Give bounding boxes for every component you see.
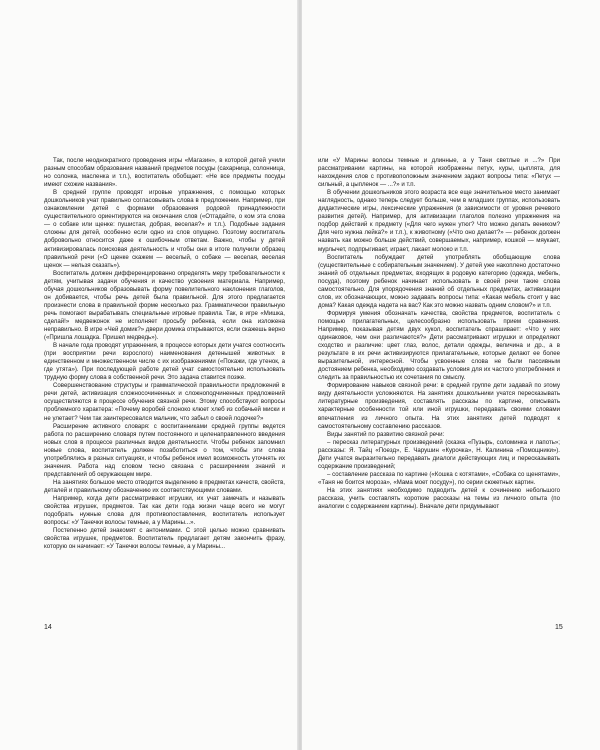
paragraph: Воспитатель должен дифференцированно определять меру требовательности к детям, учитывая задачи обучения и качество усвоения материала. Например, обучая дошкольников образовывать форму повелительного наклонения глаголов, он добивается, чтобы речь детей была правильной. Для этого предлагается произнести слова в правильной форме несколько раз. Грамматически правильную речь помогают вырабатывать специальные игровые правила. Так, в игре «Мишка, сделай!» медвежонок не исполняет просьбу ребенка, если она изложена неправильно. В игре «Чей домик?» двери домика открываются, если скажешь верно («Пришла лошадка. Пришел медведь»). (44, 269, 286, 342)
paragraph: На занятиях большое место отводится выделению в предметах качеств, свойств, деталей и правильному обозначению их соответствующими словами. (44, 478, 285, 494)
left-page (0, 0, 298, 750)
paragraph: Воспитатель побуждает детей употреблять обобщающие слова (существительные с собирательным значением). У детей уже накоплено достаточно знаний об отдельных предметах, входящих в родовую категорию (одежда, мебель, посуда), поэтому ребенок начинает использовать в своей речи такие слова самостоятельно. Для упорядочения знаний об отдельных предметах, активизации слов, их обозначающих, можно задавать вопросы типа: «Какая мебель стоит у вас дома? Какая одежда надета на вас? Как это можно назвать одним словом?» и т.п. (318, 253, 560, 309)
paragraph: – пересказ литературных произведений (сказка «Пузырь, соломинка и лапоть»; рассказы: Я. Тайц «Поезд», Е. Чарушин «Курочка», Н. Калинина «Помощники»). Дети учатся выразительно передавать диалоги действующих лиц и пересказывать содержание произведений; (318, 438, 560, 470)
paragraph: Формирование навыков связной речи: в средней группе дети задавай по этому виду деятельности усложняются. На занятиях дошкольники учатся пересказывать литературные произведения, составлять рассказы по картине, описывать характерные особенности той или иной игрушки, передавать своими словами впечатления из личного опыта. На этих занятиях детей подводят к самостоятельному составлению рассказов. (318, 382, 560, 430)
page-number: 14 (44, 624, 52, 631)
right-page (302, 0, 600, 750)
paragraph: Виды занятий по развитию связной речи: (327, 430, 445, 438)
paragraph: В обучении дошкольников этого возраста все еще значительное место занимает наглядность, однако теперь следует больше, чем в младших группах, использовать дидактические игры, лексические упражнения (в зависимости от уровня речевого развития детей). Например, для активизации глаголов полезно упражнения на подбор действий к предмету («Для чего нужен утюг? Что можно делать веником? Для чего нужна лейка?» и т.п.), к животному («Что оно делает?» — ребенок должен назвать как можно больше действий, совершаемых, например, кошкой — мяукает, мурлычет, подпрыгивает, играет, лакает молоко и т.п. (318, 189, 560, 253)
paragraph: На этих занятиях необходимо подводить детей к сочинению небольшого рассказа, учить составлять короткие рассказы на темы из личного опыта (по аналогии с содержанием картины). Вначале дети придумывают (318, 486, 560, 511)
right-text-column (318, 157, 560, 511)
paragraph: Например, когда дети рассматривают игрушки, их учат замечать и называть свойства игрушек, предметов. Так как дети года жизни чаще всего не могут подобрать нужные слова для противопоставления, воспитатель использует вопросы: «У Танечки волосы темные, а у Марины...». (44, 494, 285, 527)
left-text-column (44, 157, 285, 551)
paragraph: – составление рассказа по картине («Кошка с котятами», «Собака со щенятами», «Таня не боится мороза», «Мама моет посуду»), по серии сюжетных картин. (318, 470, 560, 486)
paragraph: Постепенно детей знакомят с антонимами. С этой целью можно сравнивать свойства игрушек, предметов. Воспитатель предлагает детям закончить фразу, которую он начинает: «У Танечки волосы темные, а у Марины... (44, 527, 285, 551)
paragraph: или «У Марины волосы темные и длинные, а у Тани светлые и ...?» При рассматривании картины, на которой изображены петух, куры, цыплята, для нахождения слов с противоположным значением задают вопросы типа: «Петух — сильный, а цыпленок — ...?» и т.п. (318, 157, 560, 189)
page-number: 15 (555, 624, 563, 631)
paragraph: Совершенствование структуры и грамматической правильности предложений в речи детей, активизация сложносочиненных и сложноподчиненных предложений осуществляются в процессе обучения связной речи. Этому способствуют вопросы проблемного характера: «Почему воробей слоноко клюет хлеб из собачьей миски и не улетает? Чем так заинтересовался мальчик, что забыл о своей лодочке?» (44, 382, 285, 422)
paragraph: В средней группе проводят игровые упражнения, с помощью которых дошкольников учат правильно согласовывать слова в предложении. Например, при ознакомлении детей с формами образования родовой принадлежности существительного ориентируются на окончания слов («Отгадайте, о ком эта слова — о собаке или щенке: пушистая, добрая, веселая?» и т.п.). Подобные задания сложны для детей, особенно если одно из слов опущено. Поэтому воспитатель добровольно относится даже к ошибочным ответам. Важно, чтобы у детей активизировалась поисковая деятельность и чтобы они в итоге получили образец правильной речи («О щенке скажем — веселый, о собаке — веселая, веселая щенок — нельзя сказать»). (44, 189, 285, 269)
paragraph: Так, после неоднократного проведения игры «Магазин», в которой детей учили разным способам образования названий предметов посуды (сахарница, солонница, но солонка, масленка и т.п.), воспитатель обобщает: «Не все предметы посуды имеют схожие названия». (44, 157, 285, 189)
paragraph: В начале года проводят упражнения, в процессе которых дети учатся соотносить (при восприятии речи взрослого) наименования детенышей животных в единственном и множественном числе с их изображениями («Покажи, где утенок, а где утята»). При последующей работе детей учат самостоятельно использовать трудную форму слова в собственной речи. Это задача ставится позже. (44, 342, 285, 382)
paragraph: Расширение активного словаря: с воспитанниками средней группы ведется работа по расширению словаря путем постоянного и целенаправленного введения новых слов в процессе различных видов деятельности. Чтобы ребенок запомнил новые слова, воспитатель должен позаботиться о том, чтобы эти слова употреблялись в разных ситуациях, и чтобы ребенок имел возможность уточнять их значения. Работа над словом тесно связана с расширением знаний и представлений об окружающем мире. (44, 422, 285, 478)
paragraph: Формируя умения обозначать качества, свойства предметов, воспитатель с помощью прилагательных, целесообразно использовать прием сравнения. Например, показывая детям двух кукол, воспитатель спрашивает: «Что у них одинаковое, чем они различаются?» Дети рассматривают игрушки и определяют сходство и различие: цвет глаз, волос, детали одежды, величина и др., а в результате в их речи активизируются прилагательные, которые делают ее более выразительной, интересной. Чтобы усвоенные слова не были пассивным достоянием ребенка, необходимо создавать условия для их частого употребления и следить за правильностью их сочетания по смыслу. (318, 309, 560, 382)
